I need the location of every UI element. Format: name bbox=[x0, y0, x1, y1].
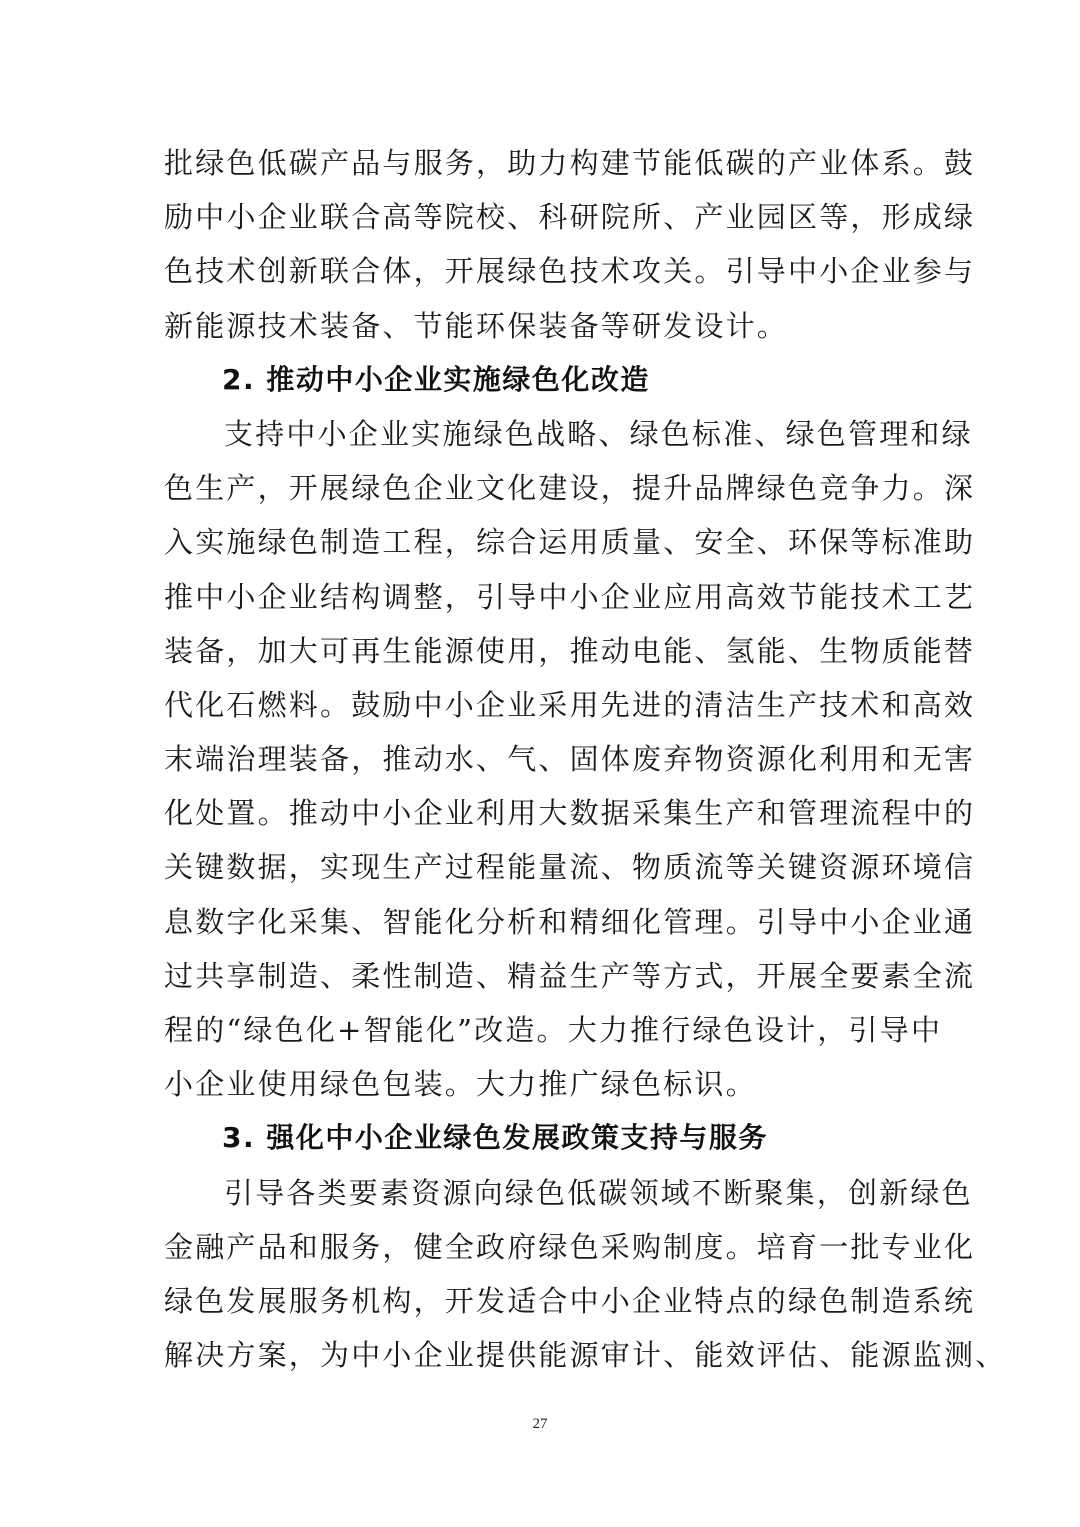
body-text bbox=[164, 136, 1007, 1382]
text-line: 解决方案，为中小企业提供能源审计、能效评估、能源监测、 bbox=[164, 1338, 1007, 1373]
text-line: 程的“绿色化+智能化”改造。大力推行绿色设计，引导中 bbox=[164, 1013, 943, 1047]
text-line: 引导各类要素资源向绿色低碳领域不断聚集，创新绿色 bbox=[224, 1175, 973, 1210]
text-line: 色技术创新联合体，开展绿色技术攻关。引导中小企业参与 bbox=[164, 254, 976, 289]
text-line: 代化石燃料。鼓励中小企业采用先进的清洁生产技术和高效 bbox=[164, 687, 976, 722]
text-line: 装备，加大可再生能源使用，推动电能、氢能、生物质能替 bbox=[164, 633, 976, 668]
paragraph bbox=[164, 1166, 1007, 1383]
text-line: 支持中小企业实施绿色战略、绿色标准、绿色管理和绿 bbox=[224, 416, 973, 451]
text-line: 励中小企业联合高等院校、科研院所、产业园区等，形成绿 bbox=[164, 200, 976, 235]
text-line: 入实施绿色制造工程，综合运用质量、安全、环保等标准助 bbox=[164, 525, 976, 560]
section-heading: 2. 推动中小企业实施绿色化改造 bbox=[222, 362, 650, 396]
text-line: 关键数据，实现生产过程能量流、物质流等关键资源环境信 bbox=[164, 850, 976, 885]
text-line: 过共享制造、柔性制造、精益生产等方式，开展全要素全流 bbox=[164, 958, 976, 993]
text-line: 化处置。推动中小企业利用大数据采集生产和管理流程中的 bbox=[164, 796, 976, 831]
paragraph bbox=[164, 407, 976, 1111]
text-line: 小企业使用绿色包装。大力推广绿色标识。 bbox=[164, 1067, 757, 1102]
text-line: 批绿色低碳产品与服务，助力构建节能低碳的产业体系。鼓 bbox=[164, 146, 976, 180]
text-line: 息数字化采集、智能化分析和精细化管理。引导中小企业通 bbox=[164, 904, 976, 939]
text-line: 末端治理装备，推动水、气、固体废弃物资源化利用和无害 bbox=[164, 742, 976, 777]
text-line: 新能源技术装备、节能环保装备等研发设计。 bbox=[164, 308, 789, 343]
text-line: 色生产，开展绿色企业文化建设，提升品牌绿色竞争力。深 bbox=[164, 471, 976, 506]
section-heading: 3. 强化中小企业绿色发展政策支持与服务 bbox=[222, 1121, 768, 1155]
text-line: 金融产品和服务，健全政府绿色采购制度。培育一批专业化 bbox=[164, 1229, 976, 1264]
text-line: 推中小企业结构调整，引导中小企业应用高效节能技术工艺 bbox=[164, 579, 976, 614]
page-number: 27 bbox=[532, 1416, 548, 1432]
paragraph bbox=[164, 136, 976, 353]
text-line: 绿色发展服务机构，开发适合中小企业特点的绿色制造系统 bbox=[164, 1283, 976, 1318]
